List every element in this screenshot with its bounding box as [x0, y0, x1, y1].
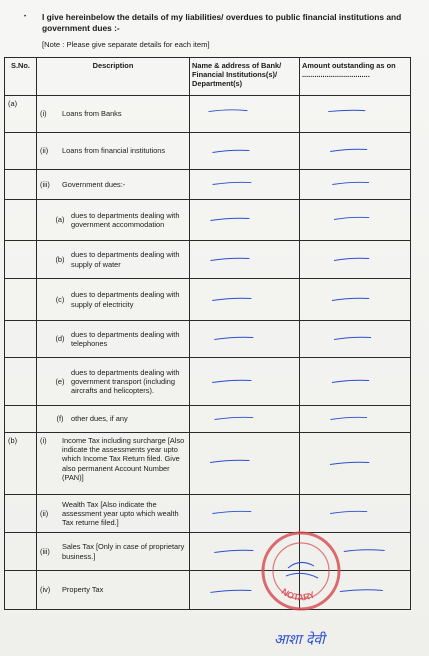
handwritten-dash	[300, 200, 410, 240]
table-row	[5, 133, 411, 170]
empty-sno-cell	[5, 571, 37, 610]
row-description: Wealth Tax [Also indicate the assessment year upto which wealth Tax returne filed.]	[62, 499, 179, 528]
amount-cell[interactable]	[300, 495, 411, 533]
empty-sno-cell	[5, 200, 37, 241]
signature	[270, 624, 380, 654]
amount-cell[interactable]	[300, 241, 411, 279]
row-description: dues to departments dealing with government transport (including aircrafts and helicopters).	[71, 367, 180, 396]
amount-cell[interactable]	[300, 321, 411, 358]
name-address-cell[interactable]	[190, 170, 300, 200]
row-description: Loans from financial institutions	[62, 146, 166, 156]
row-description: Property Tax	[62, 585, 104, 595]
stamp-label: NOTARY	[279, 586, 317, 603]
name-address-cell[interactable]	[190, 495, 300, 533]
handwritten-dash	[300, 321, 410, 357]
amount-cell[interactable]	[300, 406, 411, 433]
amount-cell[interactable]	[300, 133, 411, 170]
table-row	[5, 241, 411, 279]
alpha-label: (b)	[55, 254, 65, 264]
handwritten-dash	[190, 279, 299, 320]
heading-bullet: •	[24, 14, 27, 20]
roman-numeral: (iii)	[40, 179, 50, 189]
roman-numeral: (iv)	[40, 585, 51, 595]
roman-numeral: (ii)	[40, 508, 49, 518]
table-row	[5, 495, 411, 533]
roman-numeral: (iii)	[40, 546, 50, 556]
row-description: other dues, if any	[71, 414, 128, 424]
handwritten-dash	[190, 495, 299, 532]
alpha-label: (e)	[55, 376, 65, 386]
name-address-cell[interactable]	[190, 406, 300, 433]
note-text: [Note : Please give separate details for each item]	[42, 40, 210, 49]
handwritten-dash	[300, 133, 410, 169]
empty-sno-cell	[5, 533, 37, 571]
roman-numeral: (ii)	[40, 146, 49, 156]
section-heading: I give hereinbelow the details of my liabilities/ overdues to public financial institutions and government dues :-	[42, 12, 402, 33]
handwritten-dash	[300, 433, 410, 494]
table-row	[5, 571, 411, 610]
table-row	[5, 170, 411, 200]
empty-sno-cell	[5, 170, 37, 200]
empty-sno-cell	[5, 133, 37, 170]
table-row	[5, 433, 411, 495]
empty-sno-cell	[5, 241, 37, 279]
row-description: Loans from Banks	[62, 109, 122, 119]
row-description: dues to departments dealing with government accommodation	[71, 210, 180, 229]
name-address-cell[interactable]	[190, 279, 300, 321]
handwritten-dash	[190, 321, 299, 357]
group-label-b: (b)	[5, 433, 37, 495]
table-row	[5, 279, 411, 321]
roman-numeral: (i)	[40, 109, 47, 119]
name-address-cell[interactable]	[190, 321, 300, 358]
table-row	[5, 96, 411, 133]
handwritten-dash	[300, 495, 410, 532]
name-address-cell[interactable]	[190, 241, 300, 279]
table-row	[5, 406, 411, 433]
liabilities-table	[4, 57, 411, 610]
empty-sno-cell	[5, 358, 37, 406]
col-amount-header: Amount outstanding as on .................................	[300, 58, 411, 96]
handwritten-dash	[300, 170, 410, 199]
group-label-a: (a)	[5, 96, 37, 133]
col-name-address-header: Name & address of Bank/ Financial Institutions(s)/ Department(s)	[190, 58, 300, 96]
empty-sno-cell	[5, 321, 37, 358]
name-address-cell[interactable]	[190, 133, 300, 170]
notary-stamp	[258, 528, 344, 614]
alpha-label: (d)	[55, 334, 65, 344]
handwritten-dash	[190, 170, 299, 199]
col-sno-header: S.No.	[5, 58, 37, 96]
empty-sno-cell	[5, 279, 37, 321]
handwritten-dash	[190, 358, 299, 405]
col-description-header: Description	[37, 58, 190, 96]
row-description: dues to departments dealing with supply of electricity	[71, 290, 180, 309]
roman-numeral: (i)	[40, 436, 47, 445]
row-description: Income Tax including surcharge [Also indicate the assessments year upto which Income Tax Return filed. Give also permanent Account Number (PAN)]	[62, 436, 185, 482]
amount-cell[interactable]	[300, 96, 411, 133]
table-row	[5, 321, 411, 358]
amount-cell[interactable]	[300, 279, 411, 321]
name-address-cell[interactable]	[190, 358, 300, 406]
handwritten-dash	[190, 133, 299, 169]
name-address-cell[interactable]	[190, 433, 300, 495]
table-header-row	[5, 58, 411, 96]
row-description: dues to departments dealing with supply of water	[71, 250, 180, 269]
alpha-label: (c)	[55, 294, 65, 304]
handwritten-dash	[300, 241, 410, 278]
table-row	[5, 200, 411, 241]
row-description: Sales Tax [Only in case of proprietary business.]	[62, 542, 185, 561]
amount-cell[interactable]	[300, 433, 411, 495]
svg-text:NOTARY	[280, 586, 317, 602]
handwritten-dash	[300, 279, 410, 320]
amount-cell[interactable]	[300, 170, 411, 200]
handwritten-dash	[300, 406, 410, 432]
empty-sno-cell	[5, 406, 37, 433]
handwritten-dash	[300, 96, 410, 132]
table-row	[5, 358, 411, 406]
row-description: Government dues:-	[62, 179, 126, 189]
name-address-cell[interactable]	[190, 96, 300, 133]
row-description: dues to departments dealing with telephones	[71, 329, 180, 348]
alpha-label: (a)	[55, 215, 65, 225]
table-row	[5, 533, 411, 571]
handwritten-dash	[190, 433, 299, 494]
handwritten-dash	[300, 358, 410, 405]
signature-text: आशा देवी	[274, 632, 325, 648]
amount-cell[interactable]	[300, 358, 411, 406]
name-address-cell[interactable]	[190, 200, 300, 241]
handwritten-dash	[190, 241, 299, 278]
handwritten-dash	[190, 406, 299, 432]
alpha-label: (f)	[56, 414, 64, 424]
handwritten-dash	[190, 96, 299, 132]
empty-sno-cell	[5, 495, 37, 533]
amount-cell[interactable]	[300, 200, 411, 241]
handwritten-dash	[190, 200, 299, 240]
